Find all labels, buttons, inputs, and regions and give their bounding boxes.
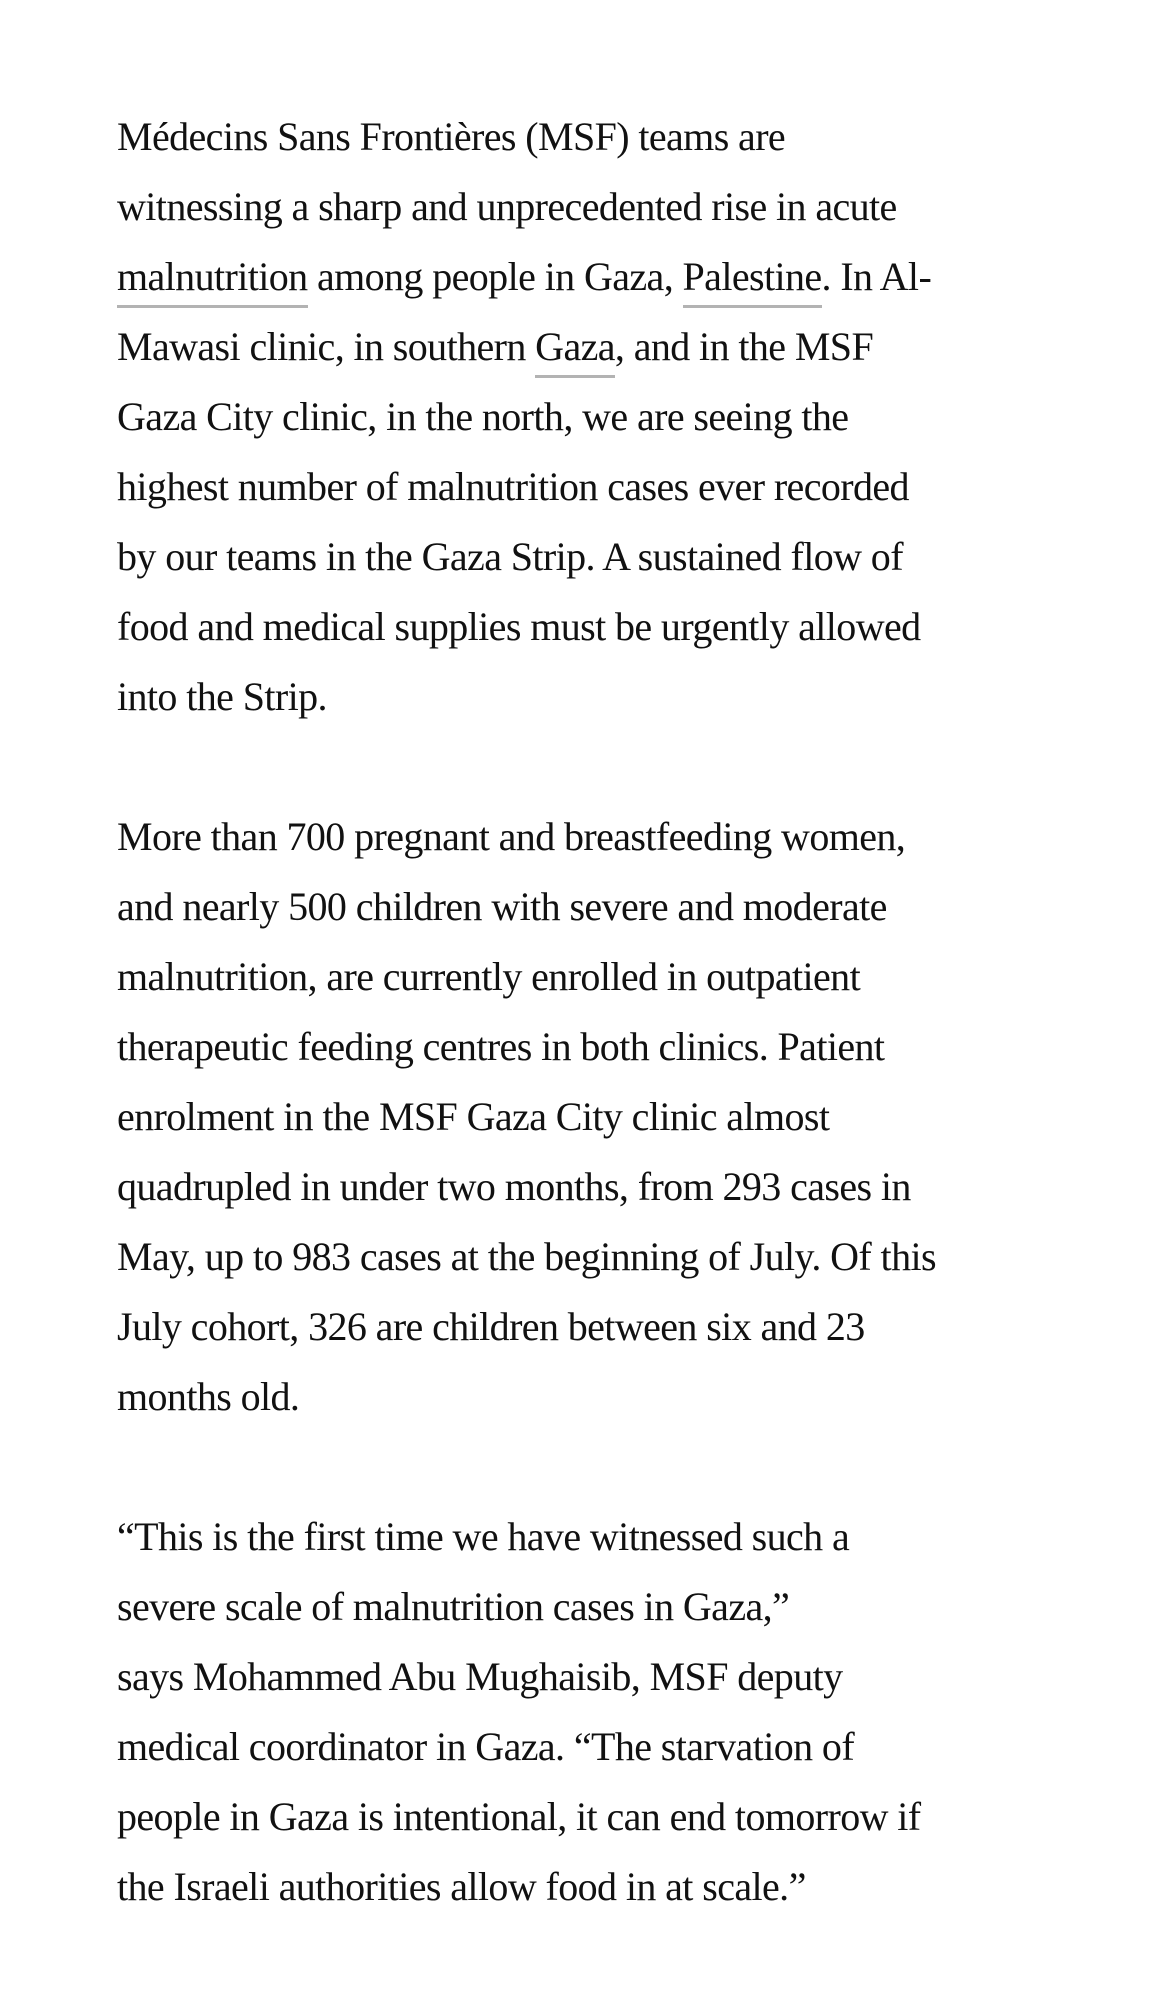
text-line: and nearly 500 children with severe and moderate — [117, 884, 887, 929]
text-line: therapeutic feeding centres in both clinics. Patient — [117, 1024, 885, 1069]
text-line: medical coordinator in Gaza. “The starvation of — [117, 1724, 855, 1769]
paragraph-statistics — [117, 802, 1077, 1432]
text-line: says Mohammed Abu Mughaisib, MSF deputy — [117, 1654, 843, 1699]
text-line — [117, 312, 1077, 382]
text-line — [117, 242, 1077, 312]
text-line: More than 700 pregnant and breastfeeding women, — [117, 814, 906, 859]
text-line: malnutrition, are currently enrolled in outpatient — [117, 954, 861, 999]
text-segment: . In Al- — [821, 254, 932, 299]
text-line: Gaza City clinic, in the north, we are seeing the — [117, 394, 849, 439]
text-segment: among people in Gaza, — [307, 254, 683, 299]
paragraph-quote — [117, 1502, 1077, 1922]
text-line: into the Strip. — [117, 674, 327, 719]
text-line: highest number of malnutrition cases ever recorded — [117, 464, 909, 509]
text-line: quadrupled in under two months, from 293 cases in — [117, 1164, 911, 1209]
text-segment: Mawasi clinic, in southern — [117, 324, 536, 369]
link-gaza[interactable]: Gaza — [535, 324, 615, 378]
text-segment: , and in the MSF — [614, 324, 874, 369]
link-malnutrition[interactable]: malnutrition — [117, 254, 308, 308]
link-palestine[interactable]: Palestine — [683, 254, 822, 308]
text-line: severe scale of malnutrition cases in Gaza,” — [117, 1584, 790, 1629]
text-line: food and medical supplies must be urgently allowed — [117, 604, 921, 649]
text-line: months old. — [117, 1374, 300, 1419]
text-line: July cohort, 326 are children between six and 23 — [117, 1304, 865, 1349]
text-line: Médecins Sans Frontières (MSF) teams are — [117, 114, 786, 159]
text-line: “This is the first time we have witnessed such a — [117, 1514, 850, 1559]
text-line: enrolment in the MSF Gaza City clinic almost — [117, 1094, 830, 1139]
paragraph-intro — [117, 102, 1077, 732]
text-line: people in Gaza is intentional, it can end tomorrow if — [117, 1794, 921, 1839]
text-line: by our teams in the Gaza Strip. A sustained flow of — [117, 534, 903, 579]
text-line: witnessing a sharp and unprecedented rise in acute — [117, 184, 897, 229]
text-line: the Israeli authorities allow food in at scale.” — [117, 1864, 806, 1909]
article-body — [117, 102, 1077, 1992]
text-line: May, up to 983 cases at the beginning of July. Of this — [117, 1234, 936, 1279]
